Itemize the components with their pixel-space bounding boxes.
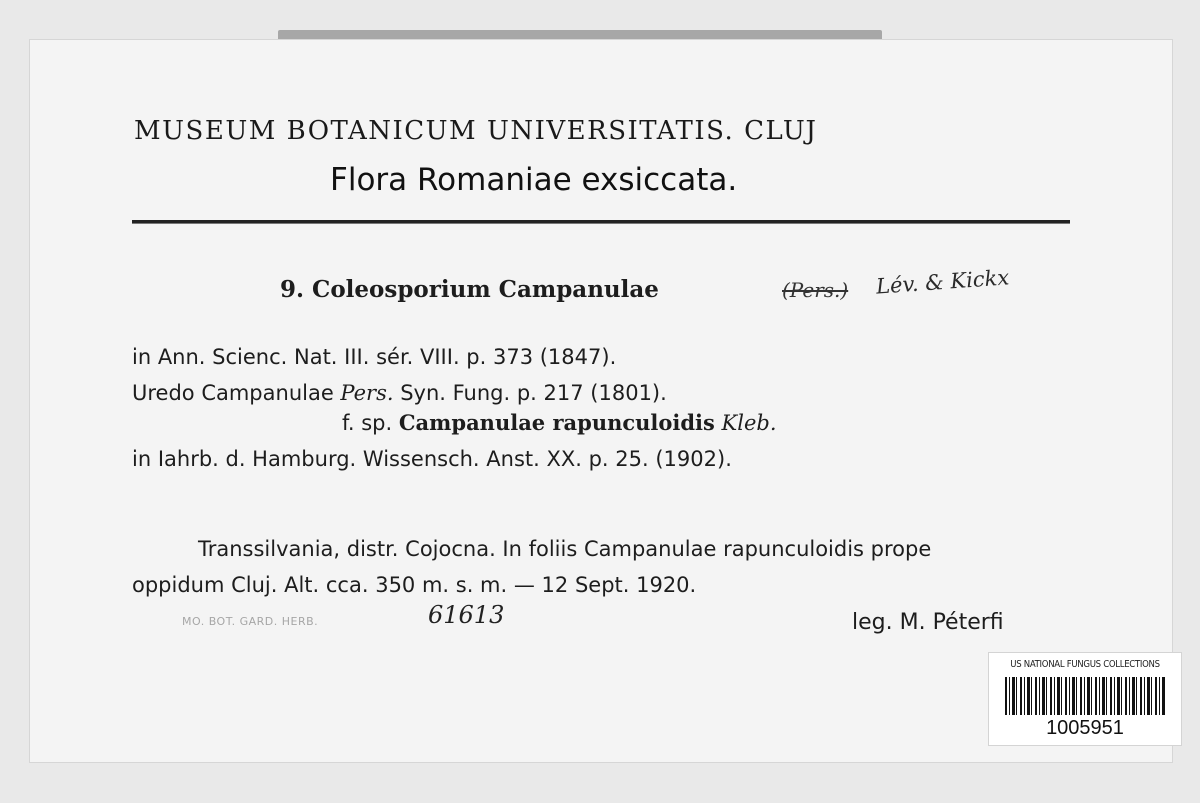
accession-number: 61613 (428, 601, 505, 629)
barcode-number: 1005951 (1046, 717, 1124, 739)
reference-line-3-author: Kleb. (721, 411, 777, 435)
reference-line-4: in Iahrb. d. Hamburg. Wissensch. Anst. XX. p. 25. (1902). (132, 447, 732, 471)
herbarium-stamp: MO. BOT. GARD. HERB. (182, 615, 319, 628)
handwritten-author: Lév. & Kickx (875, 265, 1010, 299)
barcode-bars (1005, 677, 1165, 715)
reference-line-2-suffix: Syn. Fung. p. 217 (1801). (393, 381, 667, 405)
collector: leg. M. Péterfi (852, 610, 1004, 635)
herbarium-label (30, 40, 1172, 762)
struck-author: (Pers.) (782, 278, 849, 302)
institution-heading: MUSEUM BOTANICUM UNIVERSITATIS. CLUJ (134, 116, 818, 146)
locality-line-1: Transsilvania, distr. Cojocna. In foliis Campanulae rapunculoidis prope (198, 537, 932, 561)
barcode-title: US NATIONAL FUNGUS COLLECTIONS (1010, 659, 1160, 670)
reference-line-2 (132, 381, 667, 405)
reference-line-1: in Ann. Scienc. Nat. III. sér. VIII. p. 373 (1847). (132, 345, 617, 369)
locality-line-2: oppidum Cluj. Alt. cca. 350 m. s. m. — 12 Sept. 1920. (132, 573, 697, 597)
forma-specialis-name: Campanulae rapunculoidis (398, 410, 715, 435)
reference-line-2-prefix: Uredo Campanulae (132, 381, 341, 405)
series-title: Flora Romaniae exsiccata. (330, 162, 738, 198)
barcode-label (988, 652, 1182, 746)
reference-line-3 (342, 410, 777, 435)
divider-rule (132, 220, 1070, 224)
reference-line-2-author: Pers. (340, 381, 394, 405)
reference-line-3-prefix: f. sp. (342, 411, 399, 435)
species-name: 9. Coleosporium Campanulae (280, 276, 659, 303)
